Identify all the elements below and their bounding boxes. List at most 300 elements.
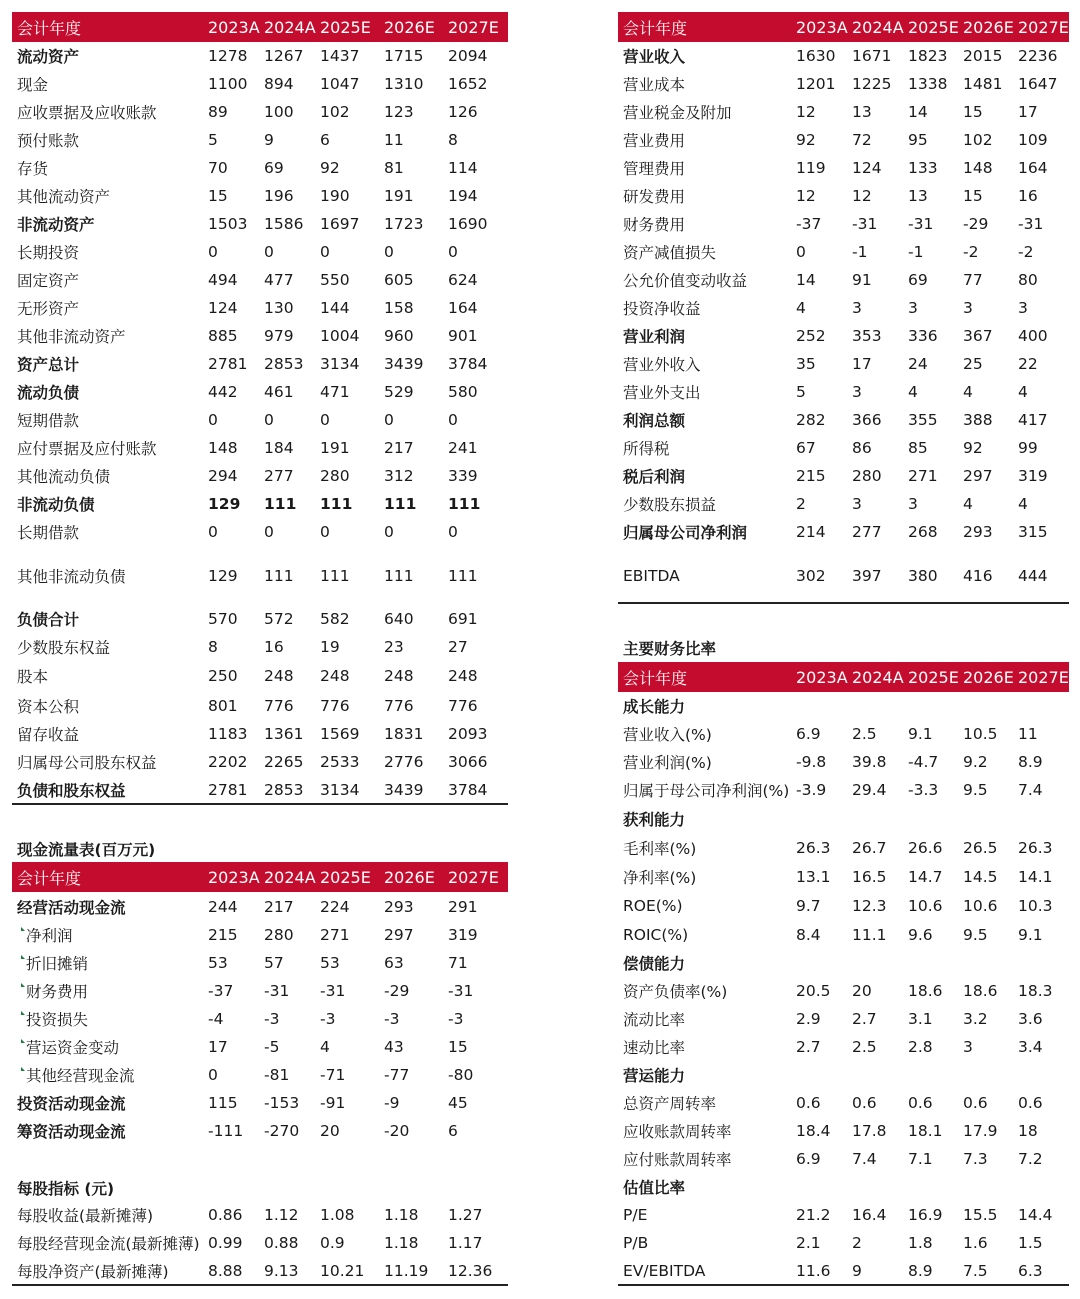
row-value: 1310 <box>384 75 424 93</box>
row-value: 1.08 <box>320 1206 355 1224</box>
row-value: 7.1 <box>908 1150 933 1168</box>
row-value: 4 <box>1018 383 1028 401</box>
row-label: 归属母公司股东权益 <box>17 754 157 772</box>
row-value: -9 <box>384 1094 400 1112</box>
row-value: 1715 <box>384 47 424 65</box>
row-label: 总资产周转率 <box>623 1095 717 1113</box>
row-value: 111 <box>384 567 414 585</box>
row-value: 14.7 <box>908 868 943 886</box>
row-value: 15 <box>448 1038 468 1056</box>
row-value: 3.2 <box>963 1010 988 1028</box>
row-value: 191 <box>320 439 350 457</box>
row-value: 16 <box>264 638 284 656</box>
row-value: 271 <box>320 926 350 944</box>
row-value: 297 <box>384 926 414 944</box>
green-flag-icon <box>21 1011 25 1015</box>
row-label: 存货 <box>17 160 49 178</box>
header-year: 2023A <box>208 867 260 887</box>
row-value: 2202 <box>208 753 248 771</box>
row-value: 1183 <box>208 725 248 743</box>
row-value: -3 <box>384 1010 400 1028</box>
row-value: 1723 <box>384 215 424 233</box>
row-value: -2 <box>963 243 979 261</box>
row-value: 111 <box>320 495 353 513</box>
row-value: 158 <box>384 299 414 317</box>
row-value: 605 <box>384 271 414 289</box>
row-value: 8.88 <box>208 1262 243 1280</box>
row-value: 109 <box>1018 131 1048 149</box>
table-row <box>12 1201 508 1229</box>
row-value: 471 <box>320 383 350 401</box>
table-row <box>618 1229 1069 1257</box>
row-value: 397 <box>852 567 882 585</box>
row-value: 196 <box>264 187 294 205</box>
row-value: 15 <box>963 187 983 205</box>
green-flag-icon <box>21 1039 25 1043</box>
row-value: 280 <box>320 467 350 485</box>
row-value: 691 <box>448 610 478 628</box>
row-value: 550 <box>320 271 350 289</box>
row-value: 572 <box>264 610 294 628</box>
table-row <box>618 490 1069 518</box>
row-value: 353 <box>852 327 882 345</box>
row-value: 17 <box>208 1038 228 1056</box>
table-row <box>618 949 1069 977</box>
table-row <box>618 406 1069 434</box>
table-row <box>12 1005 508 1033</box>
row-value: -71 <box>320 1066 346 1084</box>
row-value: 111 <box>264 567 294 585</box>
table-row <box>618 126 1069 154</box>
row-label: 营业税金及附加 <box>623 104 732 122</box>
row-value: 0.6 <box>963 1094 988 1112</box>
row-value: 2265 <box>264 753 304 771</box>
table-row <box>618 1089 1069 1117</box>
row-value: 2.5 <box>852 1038 877 1056</box>
table-row <box>12 662 508 690</box>
row-value: 26.5 <box>963 839 998 857</box>
row-value: 0 <box>208 523 218 541</box>
row-value: 494 <box>208 271 238 289</box>
row-value: 9.6 <box>908 926 933 944</box>
row-value: 69 <box>908 271 928 289</box>
row-value: 144 <box>320 299 350 317</box>
row-value: 248 <box>264 667 294 685</box>
row-value: 11.19 <box>384 1262 429 1280</box>
row-label: 少数股东损益 <box>623 496 717 514</box>
table-row <box>618 462 1069 490</box>
row-value: 9.7 <box>796 897 821 915</box>
row-label: 应付票据及应付账款 <box>17 440 157 458</box>
row-value: 4 <box>796 299 806 317</box>
row-label: 留存收益 <box>17 726 80 744</box>
row-value: 13 <box>852 103 872 121</box>
row-value: 15.5 <box>963 1206 998 1224</box>
row-value: 92 <box>796 131 816 149</box>
table-row <box>618 182 1069 210</box>
row-value: -1 <box>908 243 924 261</box>
table-row <box>12 322 508 350</box>
row-value: 2 <box>852 1234 862 1252</box>
row-value: 248 <box>384 667 414 685</box>
header-year: 2024A <box>852 17 904 37</box>
row-value: -31 <box>448 982 474 1000</box>
row-label: 营业外支出 <box>623 384 701 402</box>
table-row <box>618 154 1069 182</box>
row-label: 营运能力 <box>623 1067 686 1085</box>
row-value: 8.9 <box>1018 753 1043 771</box>
divider-line <box>12 803 508 805</box>
row-value: -153 <box>264 1094 300 1112</box>
row-value: 3 <box>963 299 973 317</box>
header-label: 会计年度 <box>17 868 82 888</box>
row-value: -37 <box>796 215 822 233</box>
row-value: 23 <box>384 638 404 656</box>
row-value: 2781 <box>208 781 248 799</box>
row-label: 投资净收益 <box>623 300 701 318</box>
row-value: 10.21 <box>320 1262 365 1280</box>
row-value: 164 <box>448 299 478 317</box>
row-value: 894 <box>264 75 294 93</box>
row-value: 15 <box>963 103 983 121</box>
row-value: 9.1 <box>908 725 933 743</box>
row-label: 毛利率(%) <box>623 840 697 858</box>
header-year: 2025E <box>908 17 959 37</box>
row-value: 1503 <box>208 215 248 233</box>
header-year: 2026E <box>963 17 1014 37</box>
row-value: 640 <box>384 610 414 628</box>
row-value: -3 <box>448 1010 464 1028</box>
row-label: 每股经营现金流(最新摊薄) <box>17 1235 200 1253</box>
row-value: 133 <box>908 159 938 177</box>
row-value: 26.6 <box>908 839 943 857</box>
row-value: 2781 <box>208 355 248 373</box>
row-value: 2776 <box>384 753 424 771</box>
row-label: 流动资产 <box>17 48 80 66</box>
row-value: 16 <box>1018 187 1038 205</box>
row-value: 282 <box>796 411 826 429</box>
row-value: 20 <box>320 1122 340 1140</box>
row-label: 营业外收入 <box>623 356 701 374</box>
row-label: 应付账款周转率 <box>623 1151 732 1169</box>
header-label: 会计年度 <box>623 18 688 38</box>
table-row <box>12 633 508 661</box>
row-value: 2093 <box>448 725 488 743</box>
row-value: 130 <box>264 299 294 317</box>
row-label: 营业成本 <box>623 76 686 94</box>
table-row <box>618 921 1069 949</box>
row-value: 111 <box>384 495 417 513</box>
row-value: -29 <box>384 982 410 1000</box>
row-value: 69 <box>264 159 284 177</box>
cash-flow-title: 现金流量表(百万元) <box>17 841 156 859</box>
ratios-header <box>618 662 1069 692</box>
row-value: 1.17 <box>448 1234 483 1252</box>
row-value: 25 <box>963 355 983 373</box>
row-value: 380 <box>908 567 938 585</box>
row-label: ROIC(%) <box>623 926 689 944</box>
row-value: 1647 <box>1018 75 1058 93</box>
row-value: -31 <box>320 982 346 1000</box>
row-label: 经营活动现金流 <box>17 899 126 917</box>
row-value: 0.6 <box>1018 1094 1043 1112</box>
row-value: -31 <box>852 215 878 233</box>
header-label: 会计年度 <box>623 668 688 688</box>
header-year: 2024A <box>264 867 316 887</box>
row-label: 其他非流动资产 <box>17 328 126 346</box>
row-label: 非流动负债 <box>17 496 95 514</box>
row-value: 2.5 <box>852 725 877 743</box>
row-value: 18.1 <box>908 1122 943 1140</box>
row-value: -111 <box>208 1122 244 1140</box>
row-value: 0 <box>320 523 330 541</box>
row-value: -77 <box>384 1066 410 1084</box>
row-value: 2.7 <box>852 1010 877 1028</box>
row-value: 1225 <box>852 75 892 93</box>
row-label: 财务费用 <box>26 980 88 1002</box>
row-value: 0 <box>208 243 218 261</box>
header-year: 2026E <box>384 17 435 37</box>
table-row <box>618 1005 1069 1033</box>
table-row <box>12 893 508 921</box>
row-value: 4 <box>1018 495 1028 513</box>
table-row <box>618 1061 1069 1089</box>
row-value: 3439 <box>384 781 424 799</box>
row-value: 624 <box>448 271 478 289</box>
row-value: 776 <box>384 697 414 715</box>
table-row <box>618 350 1069 378</box>
table-row <box>618 1257 1069 1285</box>
row-value: 9 <box>852 1262 862 1280</box>
row-label: 净利润 <box>26 924 73 946</box>
row-value: 570 <box>208 610 238 628</box>
row-value: 86 <box>852 439 872 457</box>
row-value: 111 <box>448 567 478 585</box>
row-label: 归属母公司净利润 <box>623 524 748 542</box>
row-value: 339 <box>448 467 478 485</box>
row-value: 461 <box>264 383 294 401</box>
row-value: 6.9 <box>796 1150 821 1168</box>
row-value: 294 <box>208 467 238 485</box>
header-year: 2025E <box>908 667 959 687</box>
row-value: 0 <box>208 411 218 429</box>
row-value: 111 <box>320 567 350 585</box>
row-value: 1.18 <box>384 1234 419 1252</box>
row-value: 20 <box>852 982 872 1000</box>
row-value: 6 <box>320 131 330 149</box>
row-value: -37 <box>208 982 234 1000</box>
row-label: 成长能力 <box>623 698 686 716</box>
row-label: 投资活动现金流 <box>17 1095 126 1113</box>
row-value: 18 <box>1018 1122 1038 1140</box>
row-value: 129 <box>208 495 241 513</box>
row-value: 2.9 <box>796 1010 821 1028</box>
row-value: 92 <box>963 439 983 457</box>
row-value: 885 <box>208 327 238 345</box>
row-value: 100 <box>264 103 294 121</box>
header-year: 2027E <box>448 17 499 37</box>
green-flag-icon <box>21 955 25 959</box>
row-value: 1481 <box>963 75 1003 93</box>
table-row <box>618 834 1069 862</box>
row-value: 45 <box>448 1094 468 1112</box>
row-value: 1.18 <box>384 1206 419 1224</box>
table-row <box>12 70 508 98</box>
row-label: 长期投资 <box>17 244 80 262</box>
row-value: 776 <box>264 697 294 715</box>
row-value: 442 <box>208 383 238 401</box>
row-value: 91 <box>852 271 872 289</box>
row-value: 3439 <box>384 355 424 373</box>
row-value: 280 <box>852 467 882 485</box>
row-value: 95 <box>908 131 928 149</box>
table-row <box>12 605 508 633</box>
row-value: 14.5 <box>963 868 998 886</box>
table-row <box>12 266 508 294</box>
table-row <box>12 1033 508 1061</box>
row-value: 9.5 <box>963 926 988 944</box>
row-label: 净利率(%) <box>623 869 697 887</box>
row-value: 1586 <box>264 215 304 233</box>
row-value: 2236 <box>1018 47 1058 65</box>
row-value: 0.6 <box>852 1094 877 1112</box>
table-row <box>12 1089 508 1117</box>
row-value: 416 <box>963 567 993 585</box>
row-value: 0 <box>796 243 806 261</box>
row-value: 12.36 <box>448 1262 493 1280</box>
row-value: 7.3 <box>963 1150 988 1168</box>
row-value: 417 <box>1018 411 1048 429</box>
row-value: 77 <box>963 271 983 289</box>
row-value: 148 <box>208 439 238 457</box>
row-value: 10.6 <box>963 897 998 915</box>
row-label: 流动负债 <box>17 384 80 402</box>
row-label: 其他流动资产 <box>17 188 111 206</box>
row-value: 24 <box>908 355 928 373</box>
row-value: 164 <box>1018 159 1048 177</box>
row-value: 3 <box>963 1038 973 1056</box>
row-value: 1201 <box>796 75 836 93</box>
row-value: 29.4 <box>852 781 887 799</box>
row-value: 477 <box>264 271 294 289</box>
row-value: 9.2 <box>963 753 988 771</box>
header-year: 2025E <box>320 17 371 37</box>
row-value: 1278 <box>208 47 248 65</box>
row-value: 4 <box>320 1038 330 1056</box>
table-row <box>12 210 508 238</box>
table-row <box>618 748 1069 776</box>
table-row <box>618 1173 1069 1201</box>
table-row <box>12 490 508 518</box>
row-value: 7.2 <box>1018 1150 1043 1168</box>
row-label: 投资损失 <box>26 1008 88 1030</box>
row-value: 3 <box>852 299 862 317</box>
green-flag-icon <box>21 1067 25 1071</box>
row-label: 营业利润(%) <box>623 754 712 772</box>
row-value: 529 <box>384 383 414 401</box>
row-value: 280 <box>264 926 294 944</box>
divider-line <box>618 602 1069 604</box>
row-value: 13 <box>908 187 928 205</box>
table-row <box>618 805 1069 833</box>
table-row <box>12 1257 508 1285</box>
row-value: 14 <box>908 103 928 121</box>
divider-line <box>12 1284 508 1286</box>
table-row <box>12 154 508 182</box>
row-value: 4 <box>963 495 973 513</box>
table-row <box>618 98 1069 126</box>
row-value: 293 <box>963 523 993 541</box>
row-value: -81 <box>264 1066 290 1084</box>
row-value: 0 <box>384 523 394 541</box>
row-value: -31 <box>908 215 934 233</box>
row-value: 4 <box>963 383 973 401</box>
row-value: 2.1 <box>796 1234 821 1252</box>
row-value: 14.4 <box>1018 1206 1053 1224</box>
row-value: 1.27 <box>448 1206 483 1224</box>
row-value: 3784 <box>448 355 488 373</box>
table-row <box>618 238 1069 266</box>
row-value: 129 <box>208 567 238 585</box>
row-value: 11 <box>384 131 404 149</box>
table-row <box>12 42 508 70</box>
table-row <box>12 776 508 804</box>
row-value: 1437 <box>320 47 360 65</box>
row-label: 获利能力 <box>623 811 686 829</box>
balance-sheet-header <box>12 12 508 42</box>
row-value: 366 <box>852 411 882 429</box>
table-row <box>12 692 508 720</box>
row-value: 18.3 <box>1018 982 1053 1000</box>
row-label: ROE(%) <box>623 897 683 915</box>
row-value: 3066 <box>448 753 488 771</box>
row-value: 14 <box>796 271 816 289</box>
row-value: 0 <box>264 523 274 541</box>
row-value: 0.9 <box>320 1234 345 1252</box>
row-value: 3 <box>908 495 918 513</box>
table-row <box>12 406 508 434</box>
row-value: 297 <box>963 467 993 485</box>
row-value: -3 <box>264 1010 280 1028</box>
row-value: 3134 <box>320 355 360 373</box>
row-value: 355 <box>908 411 938 429</box>
header-year: 2024A <box>264 17 316 37</box>
header-year: 2026E <box>963 667 1014 687</box>
row-label: 税后利润 <box>623 468 686 486</box>
row-value: 2 <box>796 495 806 513</box>
row-value: 111 <box>448 495 481 513</box>
row-value: 17 <box>1018 103 1038 121</box>
row-value: 119 <box>796 159 826 177</box>
table-row <box>12 126 508 154</box>
row-value: 26.3 <box>796 839 831 857</box>
row-value: 17.9 <box>963 1122 998 1140</box>
row-value: 1.8 <box>908 1234 933 1252</box>
row-value: 63 <box>384 954 404 972</box>
row-label: 估值比率 <box>623 1179 686 1197</box>
row-label: 其他经营现金流 <box>26 1064 135 1086</box>
row-value: 3 <box>852 495 862 513</box>
row-value: 776 <box>320 697 350 715</box>
row-value: 13.1 <box>796 868 831 886</box>
row-value: 2.8 <box>908 1038 933 1056</box>
table-row <box>12 748 508 776</box>
row-value: 80 <box>1018 271 1038 289</box>
table-row <box>618 434 1069 462</box>
row-value: 302 <box>796 567 826 585</box>
header-year: 2026E <box>384 867 435 887</box>
row-value: 26.3 <box>1018 839 1053 857</box>
